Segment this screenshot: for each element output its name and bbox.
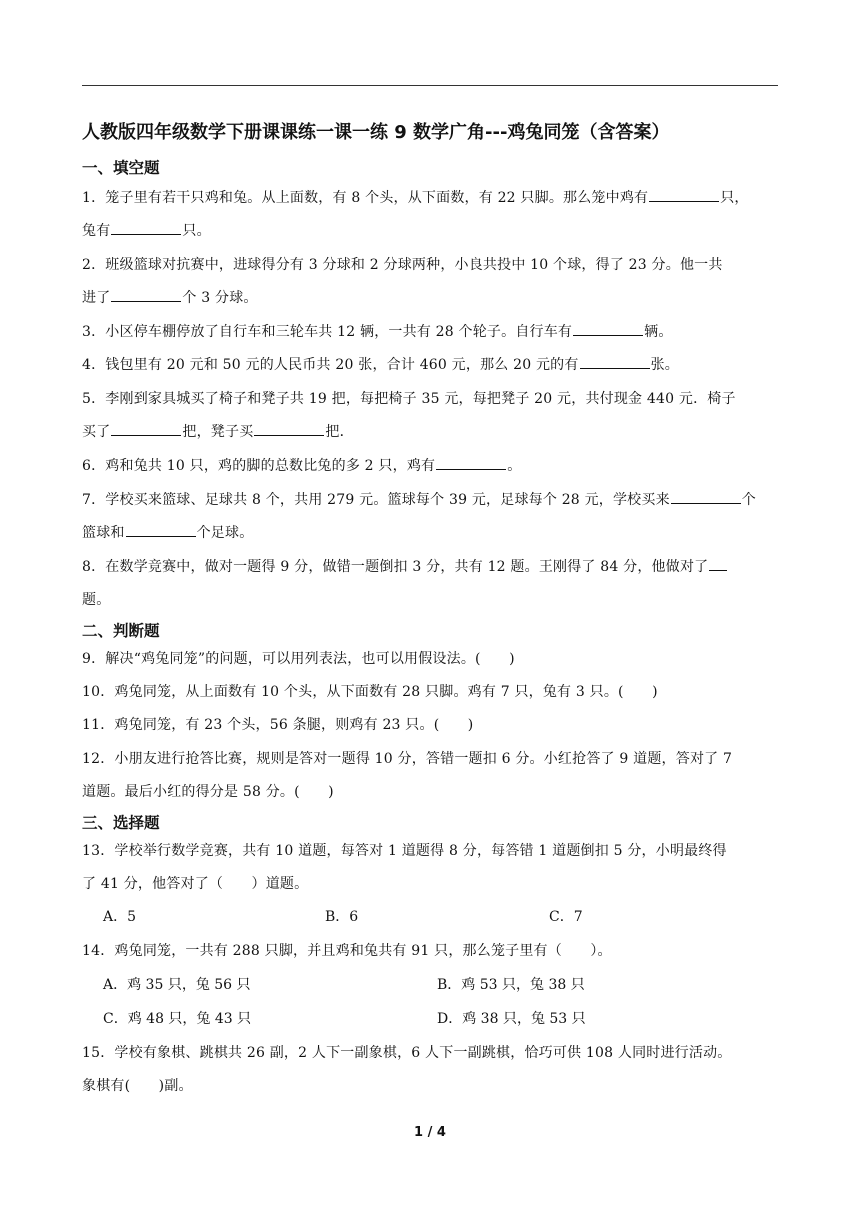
question-2-line-2: 进了 个 3 分球。 (82, 287, 258, 307)
section-heading-fill-blank: 一、填空题 (82, 159, 160, 177)
option-a[interactable]: A．鸡 35 只，兔 56 只 (103, 977, 251, 993)
question-5-line-2: 买了 把，凳子买 把． (82, 421, 354, 441)
question-10: 10．鸡兔同笼，从上面数有 10 个头，从下面数有 28 只脚。鸡有 7 只，兔有 3 只。( ) (82, 684, 658, 700)
page-number: 1 / 4 (414, 1125, 446, 1140)
question-13-line-2: 了 41 分，他答对了（ ）道题。 (82, 876, 309, 892)
answer-blank[interactable] (573, 321, 643, 336)
header-rule (82, 85, 778, 86)
question-1-line-1: 1．笼子里有若干只鸡和兔。从上面数，有 8 个头，从下面数，有 22 只脚。那么笼中鸡有 只， (82, 187, 749, 207)
question-9: 9．解决“鸡兔同笼”的问题，可以用列表法，也可以用假设法。( ) (82, 651, 515, 667)
question-15-line-1: 15．学校有象棋、跳棋共 26 副，2 人下一副象棋，6 人下一副跳棋，恰巧可供 108 人同时进行活动。 (82, 1045, 732, 1061)
option-b[interactable]: B．6 (325, 909, 359, 925)
answer-blank[interactable] (671, 489, 741, 504)
question-8-line-2: 题。 (82, 592, 111, 608)
option-c[interactable]: C．鸡 48 只，兔 43 只 (103, 1011, 252, 1027)
answer-blank[interactable] (436, 455, 506, 470)
question-6: 6．鸡和兔共 10 只，鸡的脚的总数比兔的多 2 只，鸡有 。 (82, 455, 521, 475)
section-heading-true-false: 二、判断题 (82, 622, 160, 640)
question-1-line-2: 兔有 只。 (82, 220, 211, 240)
question-5-line-1: 5．李刚到家具城买了椅子和凳子共 19 把，每把椅子 35 元，每把凳子 20 元，共付现金 440 元．椅子 (82, 391, 736, 407)
answer-blank[interactable] (111, 287, 181, 302)
option-a[interactable]: A．5 (103, 909, 137, 925)
answer-blank[interactable] (254, 421, 324, 436)
question-13-line-1: 13．学校举行数学竞赛，共有 10 道题，每答对 1 道题得 8 分，每答错 1 道题倒扣 5 分，小明最终得 (82, 843, 727, 859)
option-d[interactable]: D．鸡 38 只，兔 53 只 (437, 1011, 586, 1027)
question-11: 11．鸡兔同笼，有 23 个头，56 条腿，则鸡有 23 只。( ) (82, 717, 474, 733)
question-4: 4．钱包里有 20 元和 50 元的人民币共 20 张，合计 460 元，那么 20 元的有 张。 (82, 354, 679, 374)
answer-blank[interactable] (709, 556, 727, 571)
answer-blank[interactable] (580, 354, 650, 369)
option-b[interactable]: B．鸡 53 只，兔 38 只 (437, 977, 585, 993)
section-heading-multiple-choice: 三、选择题 (82, 814, 160, 832)
question-12-line-2: 道题。最后小红的得分是 58 分。( ) (82, 784, 334, 800)
answer-blank[interactable] (126, 522, 196, 537)
question-14: 14．鸡兔同笼，一共有 288 只脚，并且鸡和兔共有 91 只，那么笼子里有（ ）。 (82, 943, 612, 959)
answer-blank[interactable] (111, 421, 181, 436)
question-3: 3．小区停车棚停放了自行车和三轮车共 12 辆，一共有 28 个轮子。自行车有 辆。 (82, 321, 673, 341)
answer-blank[interactable] (111, 220, 181, 235)
answer-blank[interactable] (649, 187, 719, 202)
question-8-line-1: 8．在数学竞赛中，做对一题得 9 分，做错一题倒扣 3 分，共有 12 题。王刚得了 84 分，他做对了 (82, 556, 728, 576)
question-2-line-1: 2．班级篮球对抗赛中，进球得分有 3 分球和 2 分球两种，小良共投中 10 个球，得了 23 分。他一共 (82, 257, 723, 273)
question-15-line-2: 象棋有( )副。 (82, 1078, 193, 1094)
question-7-line-1: 7．学校买来篮球、足球共 8 个，共用 279 元。篮球每个 39 元，足球每个 28 元，学校买来 个 (82, 489, 756, 509)
question-12-line-1: 12．小朋友进行抢答比赛，规则是答对一题得 10 分，答错一题扣 6 分。小红抢答了 9 道题，答对了 7 (82, 751, 733, 767)
document-title: 人教版四年级数学下册课课练一课一练 9 数学广角---鸡兔同笼（含答案） (82, 122, 670, 143)
option-c[interactable]: C．7 (549, 909, 583, 925)
question-7-line-2: 篮球和 个足球。 (82, 522, 253, 542)
